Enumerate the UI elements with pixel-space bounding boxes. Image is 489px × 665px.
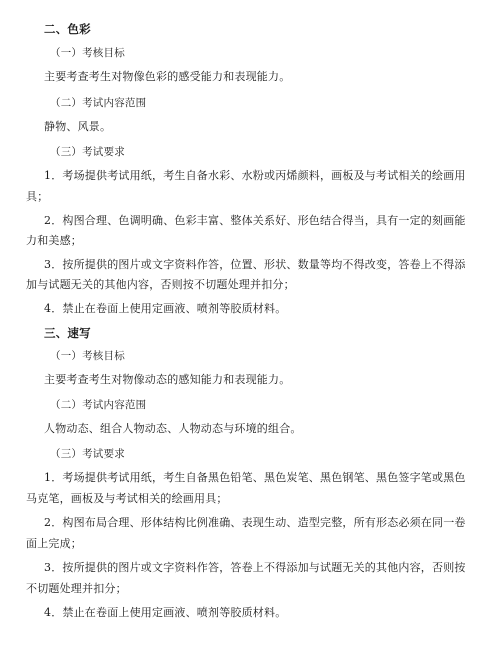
paragraph: 主要考查考生对物像色彩的感受能力和表现能力。 — [44, 70, 291, 83]
requirement-item: 3．按所提供的图片或文字资料作答，答卷上不得添加与试题无关的其他内容，否则按 — [44, 561, 466, 574]
requirement-item: 3．按所提供的图片或文字资料作答，位置、形状、数量等均不得改变，答卷上不得添 — [44, 258, 466, 271]
requirement-item-continuation: 力和美感； — [26, 234, 82, 247]
requirement-item-continuation: 不切题处理并扣分； — [26, 582, 127, 595]
subsection-title: （三）考试要求 — [50, 146, 125, 158]
requirement-item: 4．禁止在卷面上使用定画液、喷剂等胶质材料。 — [44, 606, 287, 619]
requirement-item-continuation: 加与试题无关的其他内容，否则按不切题处理并扣分； — [26, 278, 295, 291]
requirement-item: 4．禁止在卷面上使用定画液、喷剂等胶质材料。 — [44, 302, 287, 315]
paragraph: 主要考查考生对物像动态的感知能力和表现能力。 — [44, 373, 291, 386]
requirement-item: 2．构图布局合理、形体结构比例准确、表现生动、造型完整，所有形态必须在同一卷 — [44, 516, 466, 529]
requirement-item-continuation: 具； — [26, 190, 49, 203]
subsection-title: （二）考试内容范围 — [50, 97, 147, 109]
subsection-title: （二）考试内容范围 — [50, 399, 147, 411]
paragraph: 人物动态、组合人物动态、人物动态与环境的组合。 — [44, 422, 302, 435]
requirement-item: 1．考场提供考试用纸，考生自备黑色铅笔、黑色炭笔、黑色钢笔、黑色签字笔或黑色 — [44, 471, 466, 484]
section-heading-color: 二、色彩 — [44, 22, 91, 36]
requirement-item: 1．考场提供考试用纸，考生自备水彩、水粉或丙烯颜料，画板及与考试相关的绘画用 — [44, 169, 466, 182]
requirement-item: 2．构图合理、色调明确、色彩丰富、整体关系好、形色结合得当，具有一定的刻画能 — [44, 214, 466, 227]
requirement-item-continuation: 面上完成； — [26, 537, 82, 550]
subsection-title: （一）考核目标 — [50, 350, 125, 362]
requirement-item-continuation: 马克笔，画板及与考试相关的绘画用具； — [26, 492, 228, 505]
subsection-title: （三）考试要求 — [50, 448, 125, 460]
paragraph: 静物、风景。 — [44, 120, 112, 133]
section-heading-sketch: 三、速写 — [44, 326, 91, 340]
subsection-title: （一）考核目标 — [50, 47, 125, 59]
